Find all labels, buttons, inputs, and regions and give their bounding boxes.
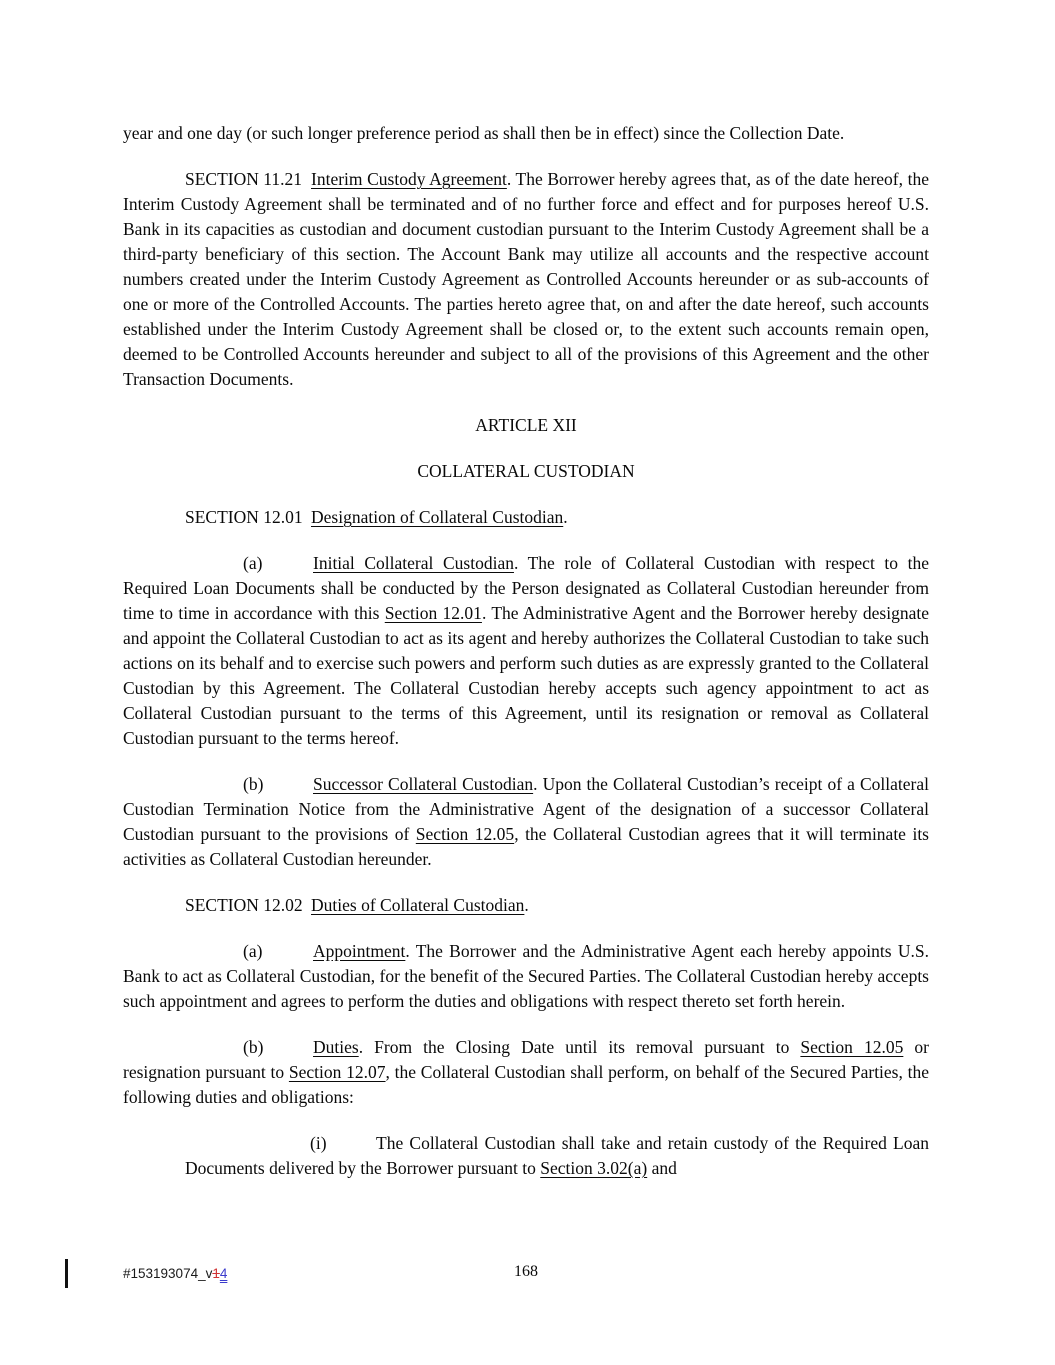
page-number: 168 bbox=[514, 1263, 538, 1280]
paragraph-continuation: year and one day (or such longer preference period as shall then be in effect) since the Collection Date. bbox=[123, 123, 845, 143]
revision-change-bar bbox=[65, 1259, 68, 1288]
clause-b-duties-label: (b) bbox=[243, 1037, 264, 1057]
section-12-01-label: SECTION 12.01 bbox=[185, 507, 303, 527]
article-number-heading: ARTICLE XII bbox=[475, 415, 577, 435]
paragraph-i-retain-custody bbox=[185, 1131, 929, 1181]
clause-a-label: (a) bbox=[243, 553, 263, 573]
clause-b-duties-title: Duties bbox=[313, 1037, 359, 1057]
item-i-label: (i) bbox=[310, 1133, 327, 1153]
section-12-02-title: Duties of Collateral Custodian bbox=[311, 895, 525, 915]
section-12-02-period: . bbox=[524, 895, 529, 915]
section-3-02a-reference: Section 3.02(a) bbox=[540, 1158, 648, 1178]
section-12-02-label: SECTION 12.02 bbox=[185, 895, 303, 915]
clause-b-label: (b) bbox=[243, 774, 264, 794]
page-content bbox=[123, 121, 929, 1202]
section-12-01-title: Designation of Collateral Custodian bbox=[311, 507, 564, 527]
section-11-21-title: Interim Custody Agreement bbox=[311, 169, 507, 189]
clause-b-text-2: , the Collateral Custodian agrees that it will terminate its activities as Collateral Custodian hereunder. bbox=[123, 824, 929, 869]
clause-a-title: Initial Collateral Custodian bbox=[313, 553, 514, 573]
clause-a-appointment-title: Appointment bbox=[313, 941, 406, 961]
paragraph-a-initial-custodian bbox=[123, 551, 929, 751]
paragraph-section-12-02 bbox=[123, 893, 929, 918]
clause-b-duties-text-1: . From the Closing Date until its removal pursuant to bbox=[358, 1037, 801, 1057]
section-12-07-reference: Section 12.07 bbox=[288, 1062, 386, 1082]
clause-b-title: Successor Collateral Custodian bbox=[313, 774, 534, 794]
article-title-heading: COLLATERAL CUSTODIAN bbox=[417, 461, 635, 481]
clause-b-text-1: . Upon the Collateral Custodian’s receipt of a Collateral Custodian Termination Notice from the Administrative Agent of the designation of a successor Collateral Custodian pursuant to the provisions of bbox=[123, 774, 929, 844]
paragraph-a-appointment bbox=[123, 939, 929, 1014]
section-12-01-reference: Section 12.01 bbox=[384, 603, 482, 623]
section-12-05-reference: Section 12.05 bbox=[415, 824, 515, 844]
section-11-21-body: . The Borrower hereby agrees that, as of the date hereof, the Interim Custody Agreement shall be terminated and of no further force and effect and for purposes hereof U.S. Bank in its capacities as custodian and document custodian pursuant to the Interim Custody Agreement shall be a third-party beneficiary of this section. The Account Bank may utilize all accounts and the respective account numbers created under the Interim Custody Agreement as Controlled Accounts hereunder or as sub-accounts of one or more of the Controlled Accounts. The parties hereto agree that, on and after the date hereof, such accounts established under the Interim Custody Agreement shall be closed or, to the extent such accounts remain open, deemed to be Controlled Accounts hereunder and subject to all of the provisions of this Agreement and the other Transaction Documents. bbox=[123, 169, 929, 389]
deleted-version-digit: 1 bbox=[212, 1266, 220, 1281]
item-i-text-1: The Collateral Custodian shall take and retain custody of the Required Loan Documents delivered by the Borrower pursuant to bbox=[185, 1133, 929, 1178]
clause-a-appointment-label: (a) bbox=[243, 941, 263, 961]
inserted-version-digit: 4 bbox=[219, 1266, 228, 1281]
clause-b-duties-text-3: , the Collateral Custodian shall perform, on behalf of the Secured Parties, the following duties and obligations: bbox=[123, 1062, 929, 1107]
paragraph-b-successor-custodian bbox=[123, 772, 929, 872]
clause-b-duties-text-2: or resignation pursuant to bbox=[123, 1037, 929, 1082]
paragraph-section-12-01 bbox=[123, 505, 929, 530]
clause-a-appointment-text: . The Borrower and the Administrative Agent each hereby appoints U.S. Bank to act as Collateral Custodian, for the benefit of the Secured Parties. The Collateral Custodian hereby accepts such appointment and agrees to perform the duties and obligations with respect thereto set forth herein. bbox=[123, 941, 929, 1011]
paragraph-b-duties bbox=[123, 1035, 929, 1110]
clause-a-text-1: . The role of Collateral Custodian with respect to the Required Loan Documents shall be conducted by the Person designated as Collateral Custodian hereunder from time to time in accordance with this bbox=[123, 553, 929, 623]
section-11-21-label: SECTION 11.21 bbox=[185, 169, 302, 189]
section-12-01-period: . bbox=[563, 507, 568, 527]
document-id-text: #153193074_v bbox=[123, 1266, 213, 1281]
clause-a-text-2: . The Administrative Agent and the Borrower hereby designate and appoint the Collateral Custodian to act as its agent and hereby authorizes the Collateral Custodian to take such actions on its behalf and to exercise such powers and perform such duties as are expressly granted to the Collateral Custodian by this Agreement. The Collateral Custodian hereby accepts such agency appointment to act as Collateral Custodian pursuant to the terms of this Agreement, until its resignation or removal as Collateral Custodian pursuant to the terms hereof. bbox=[123, 603, 929, 748]
section-12-05-reference-2: Section 12.05 bbox=[800, 1037, 904, 1057]
item-i-text-2: and bbox=[647, 1158, 677, 1178]
paragraph-section-11-21 bbox=[123, 167, 929, 392]
